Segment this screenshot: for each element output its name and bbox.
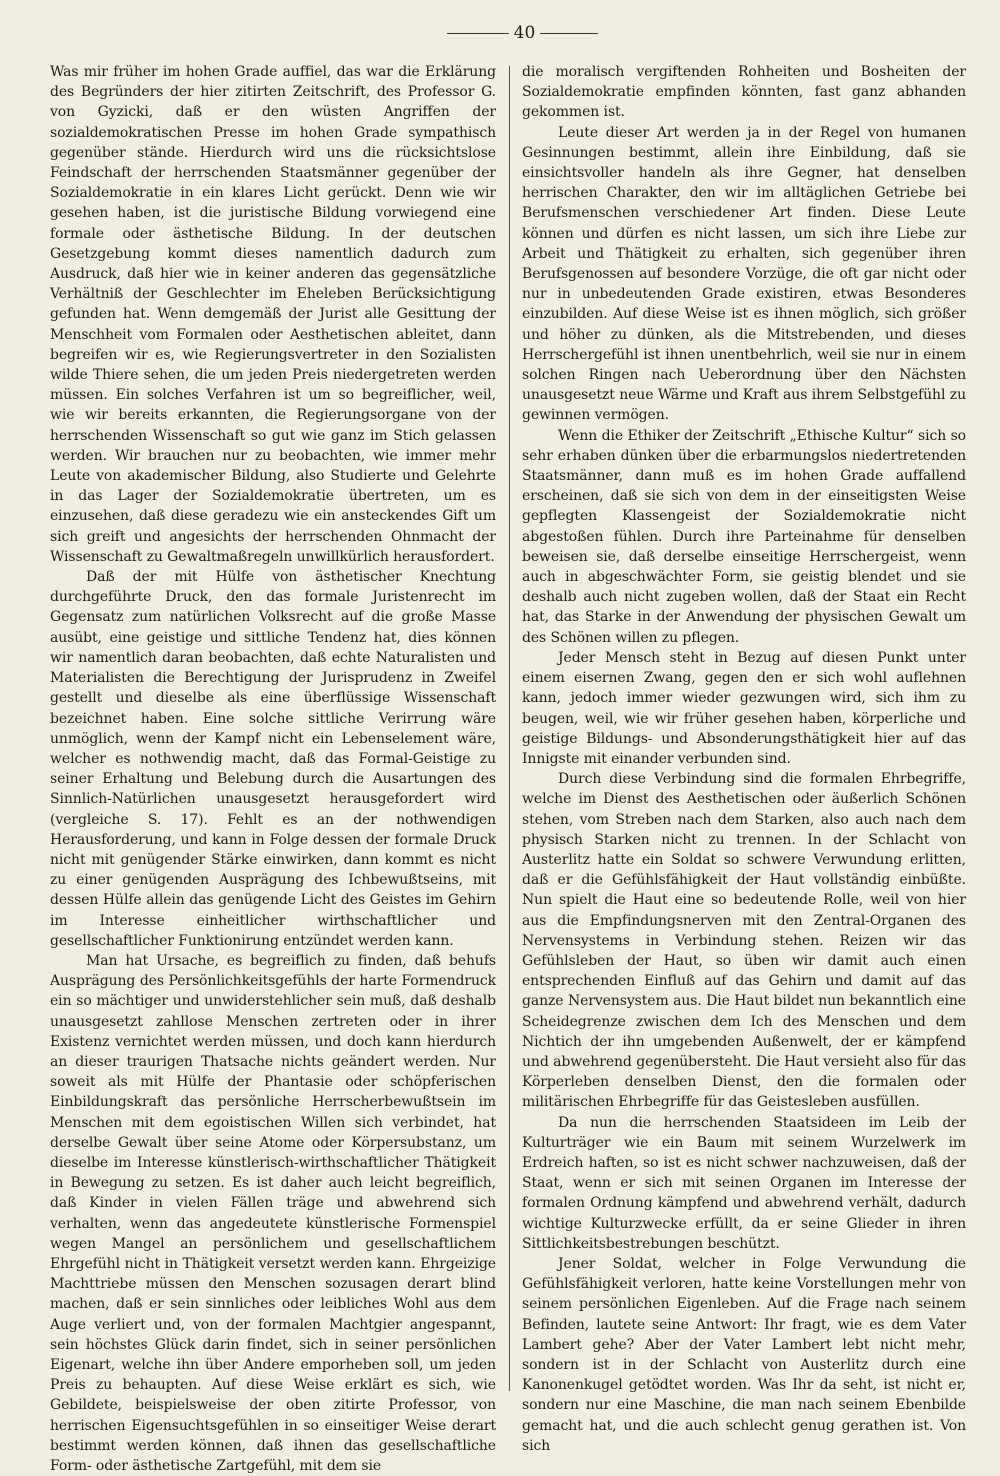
paragraph: Leute dieser Art werden ja in der Regel von humanen Gesinnungen bestimmt, allein ihre Einbildung, daß sie einsichtsvoller handeln als ihre Gegner, hat denselben herrischen Charakter, den wir im alltäglichen Getriebe bei Berufsmenschen verschiedener Art finden. Diese Leute können und dürfen es nicht lassen, um sich ihre Liebe zur Arbeit und Thätigkeit zu erhalten, sich gegenüber ihren Berufsgenossen auf besondere Vorzüge, die oft gar nicht oder nur in unbedeutenden Grade existiren, etwas Besonderes einzubilden. Auf diese Weise ist es ihnen möglich, sich größer und höher zu dünken, als die Mitstrebenden, und dieses Herrschergefühl ist ihnen unentbehrlich, weil sie nur in einem solchen Ringen nach Ueberordnung über den Nächsten unausgesetzt neue Wärme und Kraft aus ihrem Selbstgefühl zu gewinnen vermögen. bbox=[522, 124, 966, 424]
paragraph: Jener Soldat, welcher in Folge Verwundung die Gefühlsfähigkeit verloren, hatte keine Vorstellungen mehr von seinem persönlichen Eigenleben. Auf die Frage nach seinem Befinden, lautete seine Antwort: Ihr fragt, wie es dem Vater Lambert gehe? Aber der Vater Lambert lebt nicht mehr, sondern ist in der Schlacht von Austerlitz durch eine Kanonenkugel getödtet worden. Was Ihr da seht, ist nicht er, sondern nur eine Maschine, die man nach seinem Ebenbilde gemacht hat, und die auch schlecht genug gerathen ist. Von sich bbox=[522, 1255, 966, 1454]
paragraph: Jeder Mensch steht in Bezug auf diesen Punkt unter einem eisernen Zwang, gegen den er sich wohl auflehnen kann, jedoch immer wieder gezwungen wird, sich ihm zu beugen, weil, wie wir früher gesehen haben, körperliche und geistige Bildungs- und Absonderungsthätigkeit hier auf das Innigste mit einander verbunden sind. bbox=[522, 649, 966, 767]
paragraph: Da nun die herrschenden Staatsideen im Leib der Kulturträger wie ein Baum mit seinem Wurzelwerk im Erdreich haften, so ist es nicht schwer nachzuweisen, daß der Staat, wenn er sich mit seinen Organen im Interesse der formalen Ordnung kämpfend und abwehrend verhält, dadurch wichtige Kulturzwecke erfüllt, da er seine Glieder in ihren Sittlichkeitsbestrebungen beschützt. bbox=[522, 1114, 966, 1252]
right-column bbox=[522, 62, 966, 1454]
paragraph: Man hat Ursache, es begreiflich zu finden, daß behufs Ausprägung des Persönlichkeitsgefühls der harte Formendruck ein so mächtiger und unwiderstehlicher sein muß, daß deshalb unausgesetzt zahllose Menschen zertreten oder in ihrer Existenz vernichtet werden müssen, und doch kann hierdurch an dieser traurigen Thatsache nichts geändert werden. Nur soweit als mit Hülfe der Phantasie oder schöpferischen Einbildungskraft das persönliche Herrscherbewußtsein im Menschen mit dem egoistischen Willen sich verbindet, hat derselbe Gewalt über seine Atome oder Körpersubstanz, um dieselbe im Interesse künstlerisch-wirthschaftlicher Thätigkeit in Bewegung zu setzen. Es ist daher auch leicht begreiflich, daß Kinder in vielen Fällen träge und abwehrend sich verhalten, wenn das angedeutete künstlerische Formenspiel wegen Mangel an persönlichem und gesellschaftlichem Ehrgefühl nicht in Thätigkeit versetzt werden kann. Ehrgeizige Machttriebe müssen den Menschen sozusagen derart blind machen, daß er sein sinnliches oder leibliches Wohl aus dem Auge verliert und, von der formalen Machtgier angespannt, sein höchstes Glück darin findet, sich in seiner persönlichen Eigenart, welche ihn über Andere emporheben soll, um jeden Preis zu behaupten. Auf diese Weise erklärt es sich, wie Gebildete, beispielsweise der oben zitirte Professor, von herrischen Eigensuchtsgefühlen in so einseitiger Weise derart bestimmt werden können, daß ihnen das gesellschaftliche Form- oder ästhetische Zartgefühl, mit dem sie bbox=[50, 952, 496, 1475]
paragraph: Was mir früher im hohen Grade auffiel, das war die Erklärung des Begründers der hier zitirten Zeitschrift, des Professor G. von Gyzicki, daß er den wüsten Angriffen der sozialdemokratischen Presse im hohen Grade sympathisch gegenüber stände. Hierdurch wird uns die rücksichtslose Feindschaft der herrschenden Staatsmänner gegenüber der Sozialdemokratie in ein klares Licht gerückt. Denn wie wir gesehen haben, ist die juristische Bildung vorwiegend eine formale oder ästhetische Bildung. In der deutschen Gesetzgebung kommt dieses namentlich dadurch zum Ausdruck, daß hier wie in keiner anderen das gegensätzliche Verhältniß der Geschlechter im Eheleben Berücksichtigung gefunden hat. Wenn demgemäß der Jurist alle Gesittung der Menschheit vom Formalen oder Aesthetischen ableitet, dann begreifen wir es, wie Regierungsvertreter in den Sozialisten wilde Thiere sehen, die um jeden Preis niedergetreten werden müssen. Ein solches Verfahren ist um so begreiflicher, weil, wie wir bereits erkannten, die Regierungsorgane von der herrschenden Wissenschaft so gut wie ganz im Stich gelassen werden. Wir brauchen nur zu beobachten, wie immer mehr Leute von akademischer Bildung, also Studierte und Gelehrte in das Lager der Sozialdemokratie übertreten, um es einzusehen, daß diese geradezu wie ein ansteckendes Gift um sich greift und angesichts der herrschenden Ohnmacht der Wissenschaft zu Gewaltmaßregeln unwillkürlich herausfordert. bbox=[50, 64, 496, 565]
page-header bbox=[0, 18, 1000, 48]
header-rule-right bbox=[540, 33, 598, 34]
paragraph: Durch diese Verbindung sind die formalen Ehrbegriffe, welche im Dienst des Aesthetischen oder äußerlich Schönen stehen, vom Streben nach dem Starken, also auch nach dem physisch Starken nicht zu trennen. In der Schlacht von Austerlitz hatte ein Soldat so schwere Verwundung erlitten, daß er die Gefühlsfähigkeit der Haut vollständig einbüßte. Nun spielt die Haut eine so bedeutende Rolle, weil von hier aus die Empfindungsnerven mit den Zentral-Organen des Nervensystems in Verbindung stehen. Reizen wir das Gefühlsleben der Haut, so üben wir damit auch einen entsprechenden Einfluß auf das Gehirn und damit auf das ganze Nervensystem aus. Die Haut bildet nun bekanntlich eine Scheidegrenze zwischen dem Ich des Menschen und dem Nichtich der ihn umgebenden Außenwelt, der er kämpfend und abwehrend gegenübersteht. Die Haut versieht also für das Körperleben denselben Dienst, den die formalen oder militärischen Ehrbegriffe für das Geistesleben ausfüllen. bbox=[522, 771, 966, 1111]
page-number: 40 bbox=[513, 23, 536, 43]
paragraph: die moralisch vergiftenden Rohheiten und Bosheiten der Sozialdemokratie empfinden könnten, fast ganz abhanden gekommen ist. bbox=[522, 64, 966, 121]
header-rule-left bbox=[447, 33, 509, 34]
paragraph: Wenn die Ethiker der Zeitschrift „Ethische Kultur“ sich so sehr erhaben dünken über die erbarmungslos niedertretenden Staatsmänner, dann muß es im hohen Grade auffallend erscheinen, daß sie sich von dem in der einseitigsten Weise gepflegten Klassengeist der Sozialdemokratie nicht abgestoßen fühlen. Durch ihre Parteinahme für denselben beweisen sie, daß derselbe einseitige Herrschergeist, wenn auch in abgeschwächter Form, sie geistig blendet und sie deshalb auch nicht zugeben wollen, daß der Staat ein Recht hat, das Starke in der Anwendung der physischen Gewalt um des Schönen willen zu pflegen. bbox=[522, 427, 966, 646]
column-divider bbox=[509, 66, 510, 1391]
paragraph: Daß der mit Hülfe von ästhetischer Knechtung durchgeführte Druck, den das formale Juristenrecht im Gegensatz zum natürlichen Volksrecht auf die große Masse ausübt, eine geistige und sittliche Tendenz hat, dies können wir namentlich daran beobachten, daß echte Naturalisten und Materialisten die Berechtigung der Jurisprudenz in Zweifel gestellt und dieselbe als eine überflüssige Wissenschaft bezeichnet haben. Eine solche sittliche Verirrung wäre unmöglich, wenn der Kampf nicht ein Lebenselement wäre, welcher es nothwendig macht, daß das Formal-Geistige zu seiner Erhaltung und Belebung durch die Ausartungen des Sinnlich-Natürlichen unausgesetzt herausgefordert wird (vergleiche S. 17). Fehlt es an der nothwendigen Herausforderung, und kann in Folge dessen der formale Druck nicht mit genügender Stärke einwirken, dann kommt es nicht zu einer genügenden Ausprägung des Ichbewußtseins, mit dessen Hülfe allein das genügende Licht des Geistes im Gehirn im Interesse einheitlicher wirthschaftlicher und gesellschaftlicher Funktionirung entzündet werden kann. bbox=[50, 569, 496, 949]
left-column bbox=[50, 62, 496, 1475]
